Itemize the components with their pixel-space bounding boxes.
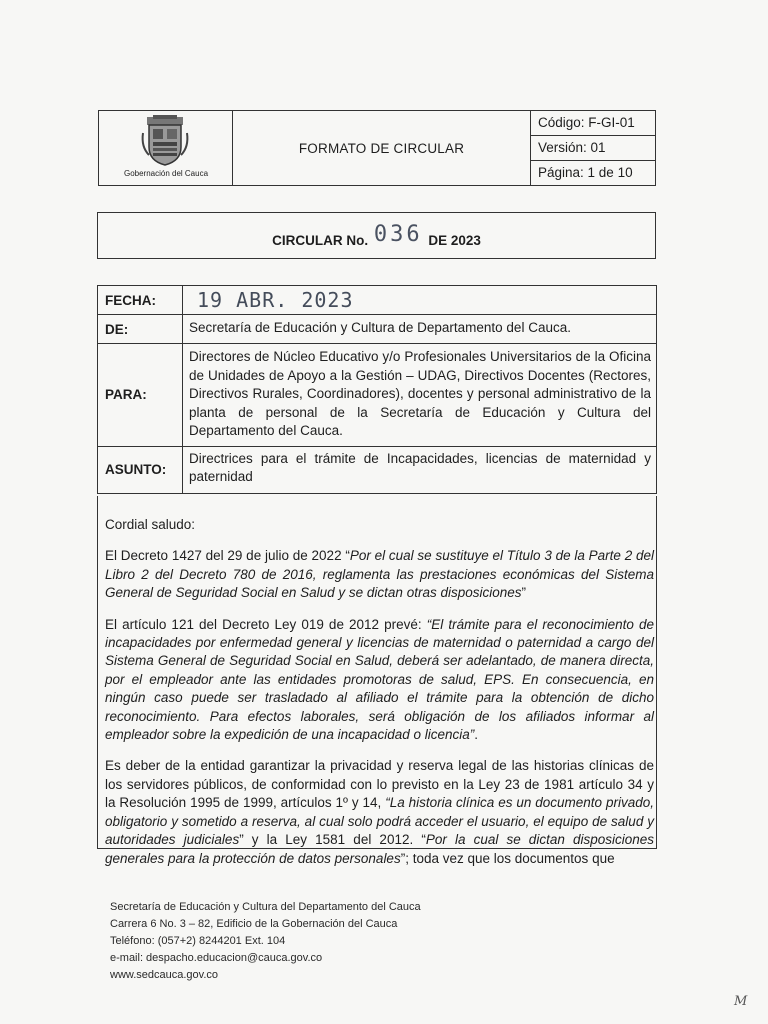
- de-label: DE:: [98, 315, 183, 343]
- row-fecha: [98, 286, 656, 315]
- handwritten-initials: M: [734, 994, 748, 1009]
- p2-text: El artículo 121 del Decreto Ley 019 de 2012 prevé:: [105, 616, 427, 632]
- footer-address: Carrera 6 No. 3 – 82, Edificio de la Gobernación del Cauca: [110, 918, 398, 930]
- row-para: [98, 344, 656, 447]
- logo-cell: [99, 111, 233, 185]
- asunto-value: Directrices para el trámite de Incapacidades, licencias de maternidad y paternidad: [189, 450, 651, 484]
- row-de: [98, 315, 656, 344]
- paragraph-historia-clinica: [105, 757, 654, 867]
- footer-email: e-mail: despacho.educacion@cauca.gov.co: [110, 952, 323, 964]
- de-value: Secretaría de Educación y Cultura de Departamento del Cauca.: [189, 320, 571, 335]
- form-title: FORMATO DE CIRCULAR: [233, 111, 531, 185]
- p3-mid: ” y la Ley 1581 del 2012. “: [239, 832, 426, 848]
- paragraph-decreto-019: [105, 616, 654, 745]
- p1-text: El Decreto 1427 del 29 de julio de 2022 “: [105, 548, 350, 564]
- document-header: [98, 110, 656, 186]
- fecha-stamp: 19 ABR. 2023: [197, 288, 354, 312]
- row-asunto: [98, 447, 656, 493]
- footer-office: Secretaría de Educación y Cultura del Departamento del Cauca: [110, 901, 421, 913]
- asunto-label: ASUNTO:: [98, 447, 183, 493]
- p2-close: .: [474, 727, 479, 743]
- circular-number-box: [97, 212, 656, 259]
- circular-number-stamp: 036: [373, 222, 423, 247]
- footer-website: www.sedcauca.gov.co: [110, 969, 219, 981]
- paragraph-decreto-1427: [105, 547, 654, 602]
- p1-quote: Por el cual se sustituye el Título 3 de la Parte 2 del Libro 2 del Decreto 780 de 2016, reglamenta las prestaciones económicas del Sistema General de Seguridad Social en Salud y se dictan otras disposiciones: [105, 548, 654, 601]
- p1-close: ”: [521, 585, 527, 601]
- greeting: Cordial saludo:: [105, 517, 196, 532]
- form-code: Código: F-GI-01: [531, 111, 655, 136]
- p3-quote: “La historia clínica es un documento privado, obligatorio y sometido a reserva, al cual solo podrá acceder el usuario, el equipo de salud y autoridades judiciales: [105, 795, 654, 848]
- form-meta: [531, 111, 655, 185]
- circular-year: DE 2023: [428, 233, 481, 248]
- form-version: Versión: 01: [531, 136, 655, 161]
- page-number: Página: 1 de 10: [538, 165, 633, 180]
- footer-phone: Teléfono: (057+2) 8244201 Ext. 104: [110, 935, 286, 947]
- p3-end: ”; toda vez que los documentos que: [400, 850, 615, 866]
- p2-quote: “El trámite para el reconocimiento de incapacidades por enfermedad general y licencias de maternidad o paternidad a cargo del Sistema General de Seguridad Social en Salud, deberá ser adelantado, de manera directa, por el empleador ante las entidades promotoras de salud, EPS. En consecuencia, en ningún caso puede ser trasladado al afiliado el trámite para la obtención de dicho reconocimiento. Para efectos laborales, será obligación de los afiliados informar al empleador sobre la expedición de una incapacidad o licencia”: [105, 616, 654, 743]
- logo-caption: Gobernación del Cauca: [123, 169, 209, 178]
- circular-body: [97, 496, 657, 866]
- circular-info-table: [97, 285, 657, 494]
- coat-of-arms-icon: [143, 115, 187, 167]
- p3-text: Es deber de la entidad garantizar la privacidad y reserva legal de las historias clínicas de los servidores públicos, de conformidad con lo previsto en la Ley 23 de 1981 artículo 34 y la Resolución 1995 de 1999, artículos 1º y 14,: [105, 758, 654, 811]
- para-value: Directores de Núcleo Educativo y/o Profesionales Universitarios de la Oficina de Unidades de Apoyo a la Gestión – UDAG, Directivos Docentes (Rectores, Directivos Rurales, Coordinadores), docentes y personal administrativo de la planta de personal de la Secretaría de Educación y Cultura del Departamento del Cauca.: [189, 349, 651, 438]
- para-label: PARA:: [98, 344, 183, 446]
- circular-prefix: CIRCULAR No.: [272, 233, 369, 248]
- fecha-label: FECHA:: [98, 286, 183, 314]
- circular-heading: [98, 222, 655, 248]
- page-footer: [110, 899, 421, 984]
- p3-quote-2: Por la cual se dictan disposiciones generales para la protección de datos personales: [105, 832, 654, 866]
